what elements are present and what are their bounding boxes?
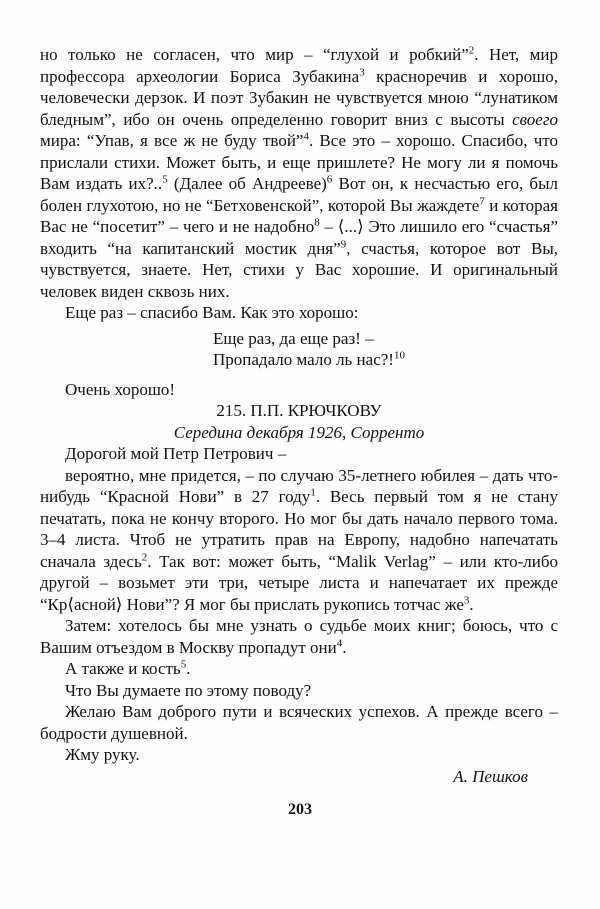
paragraph: [40, 379, 558, 401]
text-run: – ⟨...⟩ Это лишило его “счастья” входить “на капитанский мостик дня”: [40, 217, 558, 258]
footnote-ref: 4: [303, 130, 309, 143]
text-run: Еще раз – спасибо Вам. Как это хорошо:: [65, 303, 359, 322]
paragraph: [40, 701, 558, 744]
footnote-ref: 6: [326, 173, 333, 186]
text-run: . Так вот: может быть, “Malik Verlag” – или кто-либо другой – возьмет эти три, четыре листа и напечатает их прежде “Кр⟨асной⟩ Нови”? Я мог бы прислать рукопись тотчас же: [40, 551, 558, 614]
footnote-ref: 10: [393, 349, 405, 362]
paragraph: [40, 680, 558, 702]
text-run: 215. П.П. КРЮЧКОВУ: [216, 401, 382, 420]
footnote-ref: 4: [336, 636, 343, 649]
text-run: , счастья, которое вот Вы, чувствуется, знаете. Нет, стихи у Вас хорошие. И оригинальный человек виден сквозь них.: [40, 238, 559, 301]
text-run: Пропадало мало ль нас?!: [213, 350, 394, 369]
verse-line: [213, 328, 558, 350]
text-run: (Далее об Андрееве): [167, 174, 327, 193]
footnote-ref: 7: [479, 194, 485, 207]
text-run: Вот он, к несчастью его, был болен глухотою, но не “Бетховенской”, которой Вы жаждете: [40, 174, 558, 215]
page-number: 203: [288, 801, 312, 818]
footnote-ref: 2: [141, 550, 148, 563]
footnote-ref: 2: [468, 44, 475, 57]
paragraph: [40, 443, 558, 465]
text-run: А также и кость: [65, 659, 181, 678]
signature: [40, 766, 558, 788]
text-run: и которая Вас не “посетит” – чего и не надобно: [40, 195, 558, 236]
text-run: . Нет, мир профессора археологии Бориса Зубакина: [40, 45, 558, 86]
text-run: своего: [512, 109, 558, 129]
letter-heading: [40, 400, 558, 422]
text-run: Жму руку.: [65, 745, 140, 764]
paragraph: [40, 744, 558, 766]
text-run: Очень хорошо!: [65, 379, 176, 399]
paragraph: [40, 44, 558, 302]
verse-line: [213, 349, 558, 371]
paragraph: [40, 302, 558, 324]
paragraph: [40, 658, 558, 680]
text-run: мира: “Упав, я все ж не буду твой”: [40, 131, 304, 150]
text-run: Затем: хотелось бы мне узнать о судьбе моих книг; боюсь, что с Вашим отъездом в Москву пропадут они: [40, 616, 558, 657]
footnote-ref: 5: [180, 658, 187, 671]
text-run: Что Вы думаете по этому поводу?: [65, 680, 312, 700]
text-run: красноречив и хорошо, человечески дерзок. И поэт Зубакин не чувствуется мною “лунатиком бледным”, ибо он очень определенно говорит вниз с высоты: [40, 66, 558, 129]
text-run: .: [469, 594, 474, 614]
footnote-ref: 3: [359, 65, 365, 78]
footnote-ref: 9: [340, 237, 347, 250]
text-run: . Все это – хорошо. Спасибо, что прислали стихи. Может быть, и еще пришлете? Не могу ли я помочь Вам издать их?..: [40, 131, 558, 193]
text-run: .: [342, 637, 347, 657]
text-run: вероятно, мне придется, – по случаю 35-летнего юбилея – дать что-нибудь “Красной Нови” в 27 году: [40, 465, 558, 506]
footnote-ref: 8: [314, 216, 320, 229]
text-run: Еще раз, да еще раз! –: [213, 328, 374, 348]
paragraph: [40, 465, 558, 616]
text-run: .: [186, 659, 191, 678]
footnote-ref: 5: [162, 173, 168, 186]
footnote-ref: 3: [463, 593, 470, 606]
text-run: Середина декабря 1926, Сорренто: [173, 422, 425, 442]
verse-block: [213, 328, 558, 371]
text-run: А. Пешков: [453, 766, 528, 786]
text-run: . Весь первый том я не стану печатать, пока не кончу второго. Но мог бы дать начало первого тома. 3–4 листа. Чтоб не утратить прав на Европу, надобно напечатать сначала здесь: [40, 487, 558, 571]
text-run: Желаю Вам доброго пути и всяческих успехов. А прежде всего – бодрости душевной.: [40, 702, 558, 743]
text-run: но только не согласен, что мир – “глухой и робкий”: [40, 45, 469, 64]
letter-date: [40, 422, 558, 444]
text-run: Дорогой мой Петр Петрович –: [65, 444, 287, 463]
paragraph: [40, 615, 558, 658]
footnote-ref: 1: [310, 486, 316, 499]
